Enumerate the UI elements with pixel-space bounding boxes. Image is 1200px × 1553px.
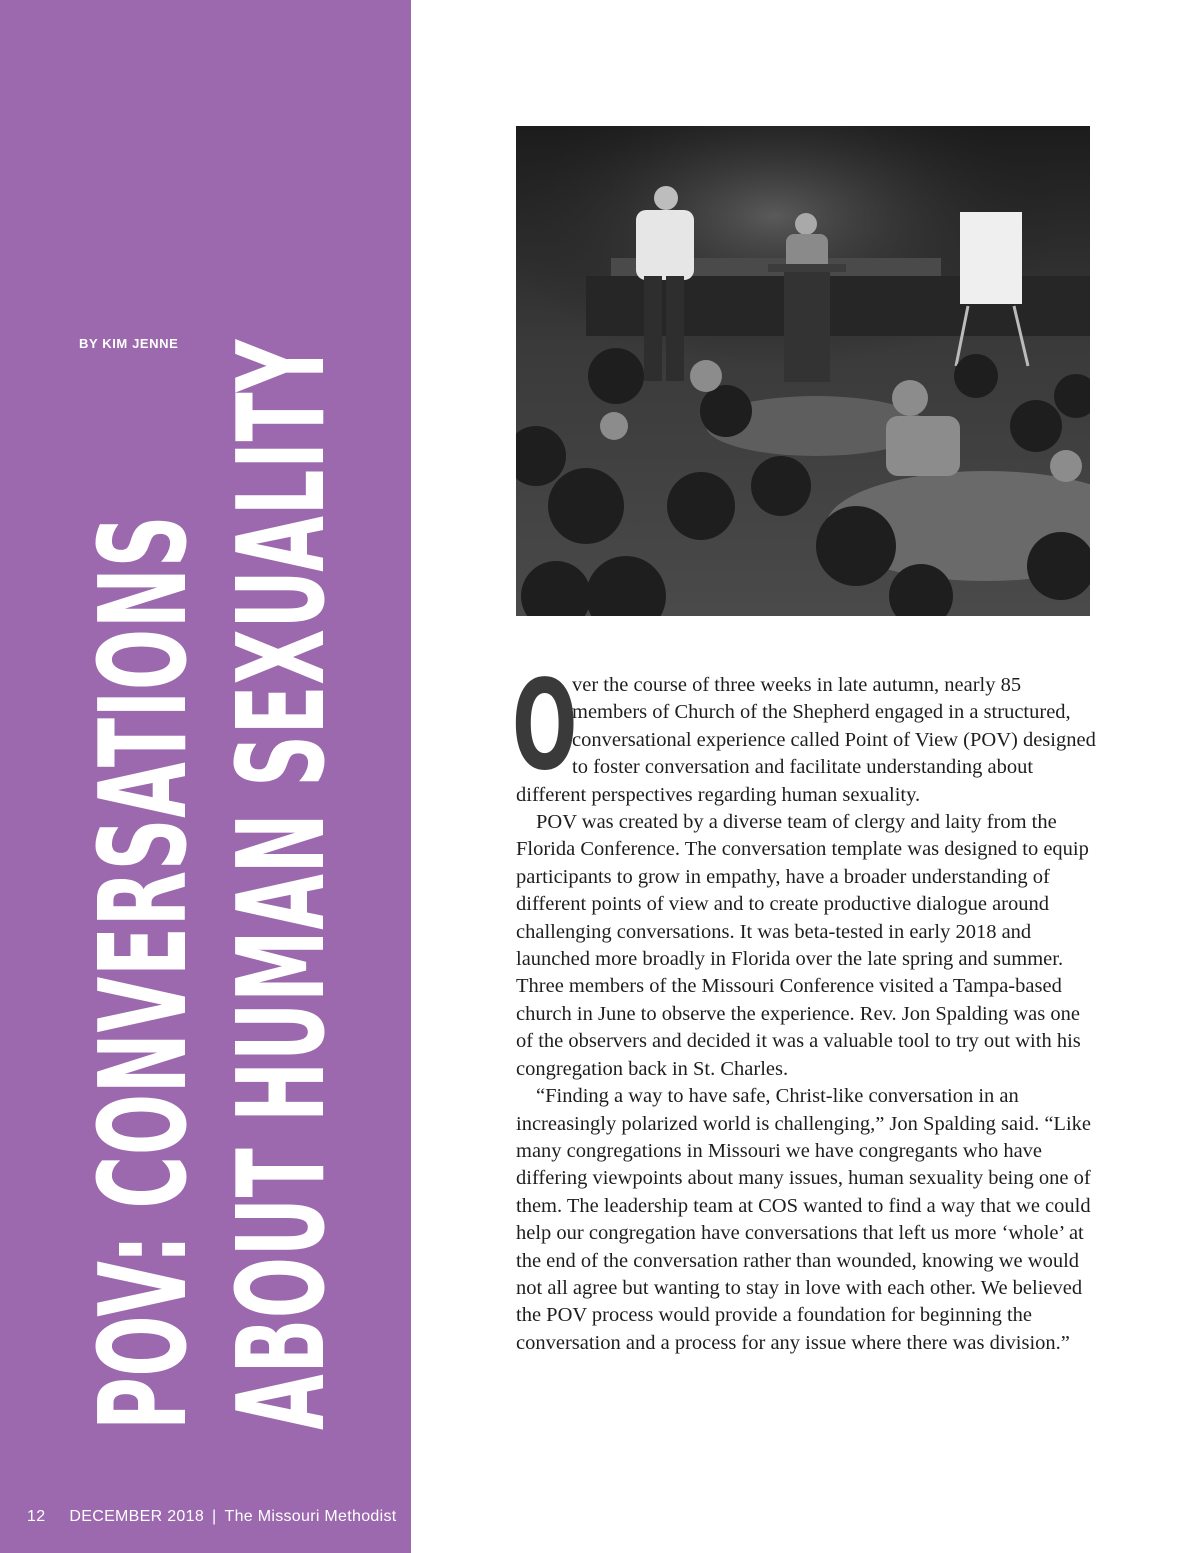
paragraph-3: “Finding a way to have safe, Christ-like conversation in an increasingly polarized world is challenging,” Jon Spalding said. “Like many congregations in Missouri we have congregants who have differing viewpoints about many issues, human sexuality being one of them. The leadership team at COS wanted to find a way that we could help our congregation have conversations that left us more ‘whole’ at the end of the conversation rather than wounded, knowing we would not all agree but wanting to stay in love with each other. We believed the POV process would provide a foundation for beginning the conversation and a process for any issue where there was division.”	[516, 1085, 1091, 1354]
sidebar-band	[0, 0, 411, 1553]
publication-name: The Missouri Methodist	[224, 1508, 397, 1525]
drop-cap: O	[512, 654, 578, 798]
paragraph-2: POV was created by a diverse team of clergy and laity from the Florida Conference. The conversation template was designed to equip participants to grow in empathy, have a broader understanding of different points of view and to create productive dialogue around challenging conversations. It was beta-tested in early 2018 and launched more broadly in Florida over the late spring and summer. Three members of the Missouri Conference visited a Tampa-based church in June to observe the experience. Rev. Jon Spalding was one of the observers and decided it was a valuable tool to try out with his congregation back in St. Charles.	[516, 811, 1089, 1080]
paragraph-1-text: ver the course of three weeks in late autumn, nearly 85 members of Church of the Shepherd engaged in a structured, conversational experience called Point of View (POV) designed to foster conversation and facilitate understanding about different perspectives regarding human sexuality.	[516, 674, 1096, 806]
article-body	[512, 654, 1096, 1357]
page-number: 12	[27, 1508, 46, 1525]
footer-separator: |	[212, 1508, 217, 1525]
title-line-1: POV: CONVERSATIONS	[75, 514, 214, 1430]
issue-date: DECEMBER 2018	[69, 1508, 205, 1525]
byline: BY KIM JENNE	[79, 336, 179, 351]
paragraph-1	[512, 654, 1096, 809]
event-photo	[516, 126, 1090, 616]
article-title	[76, 120, 351, 1430]
title-line-2: ABOUT HUMAN SEXUALITY	[213, 339, 352, 1430]
page-footer	[27, 1508, 411, 1526]
